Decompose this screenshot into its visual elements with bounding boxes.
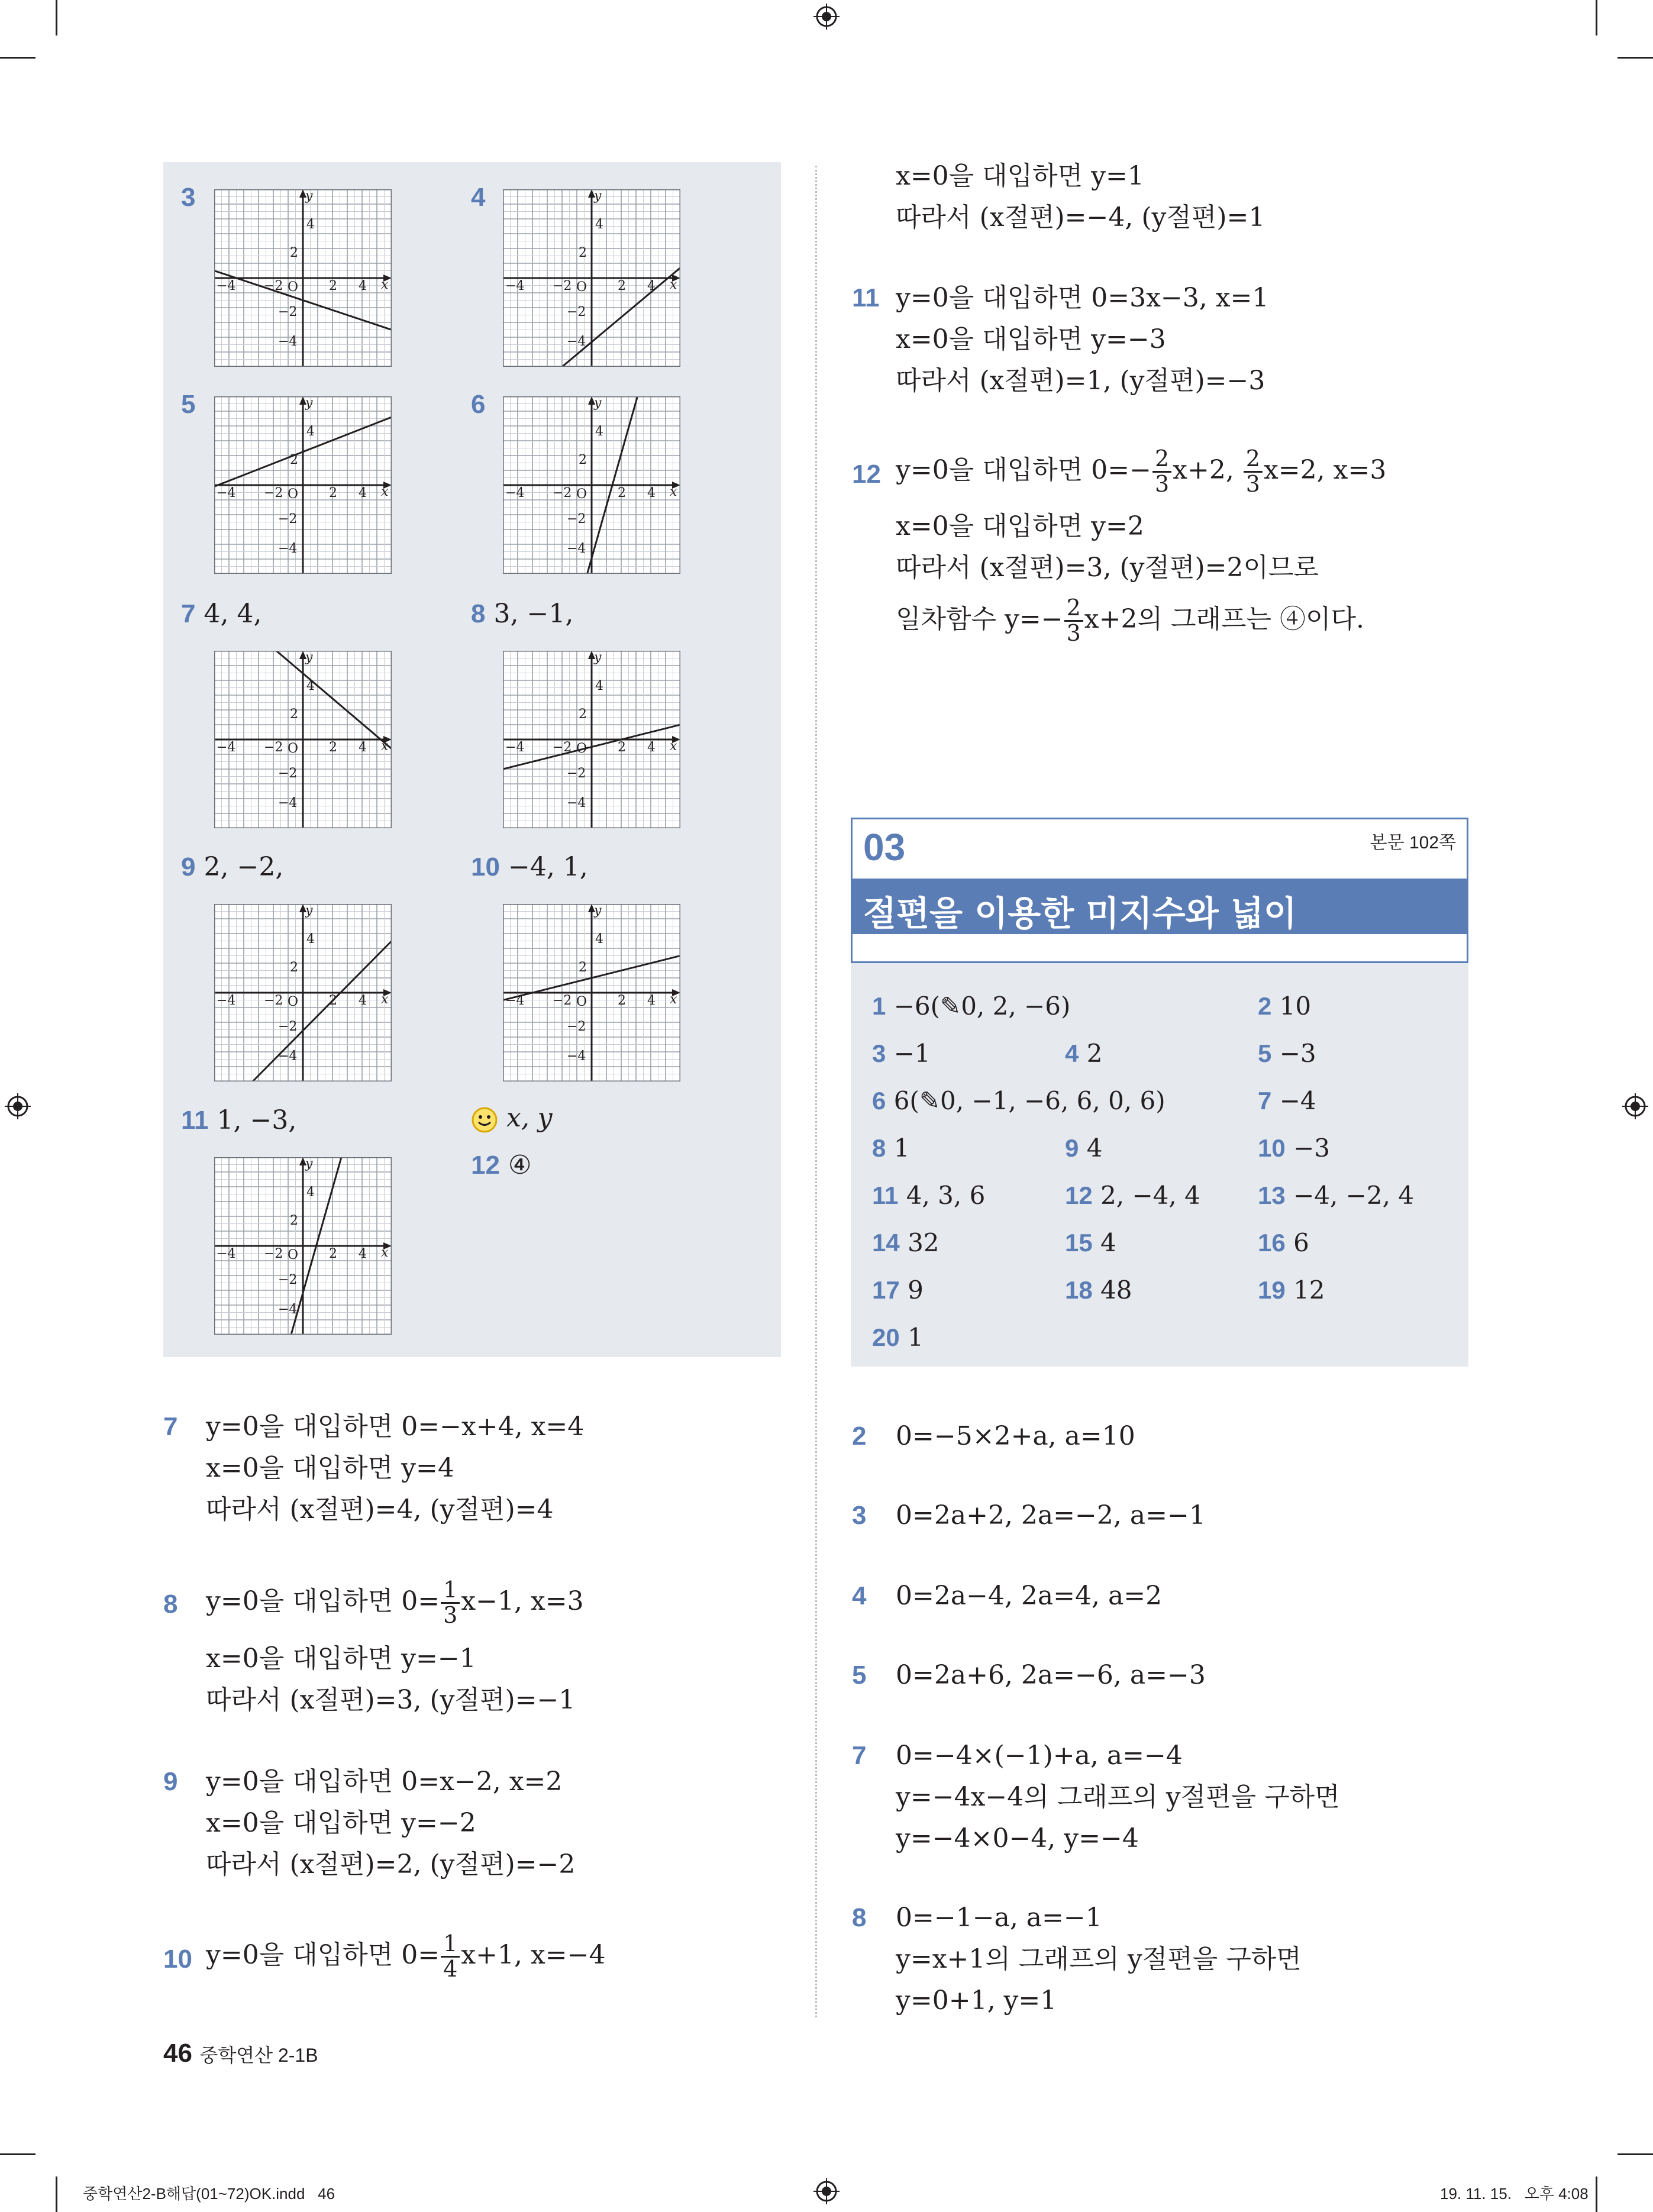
tick-label: 4 — [306, 217, 315, 232]
item-text: 2, −2, — [204, 852, 284, 882]
solution-line: y=0을 대입하면 0=−x+4, x=4 — [206, 1412, 585, 1442]
item-text: 3, −1, — [493, 599, 574, 629]
solution-text: x+1, x=−4 — [461, 1939, 606, 1970]
section-page-ref: 본문 102쪽 — [1370, 833, 1456, 852]
tick-label: 2 — [290, 1213, 298, 1228]
solution-line: 따라서 (x절편)=3, (y절편)=2이므로 — [896, 553, 1319, 583]
fraction — [1064, 596, 1083, 645]
solution-line: 0=2a+2, 2a=−2, a=−1 — [896, 1500, 1206, 1530]
tick-label: 4 — [306, 679, 315, 693]
answer-item — [1065, 1134, 1102, 1162]
tick-label: 2 — [579, 246, 587, 260]
solution-line: y=x+1의 그래프의 y절편을 구하면 — [896, 1944, 1302, 1974]
solution-number: 2 — [852, 1422, 867, 1451]
tick-label: y — [594, 904, 602, 918]
solution-line: 따라서 (x절편)=4, (y절편)=4 — [206, 1494, 554, 1525]
answer-item — [1258, 1228, 1309, 1257]
answer-number: 15 — [1065, 1229, 1093, 1257]
answer-item — [872, 1086, 1166, 1115]
tick-label: −2 — [264, 486, 283, 500]
tick-label: 2 — [290, 246, 298, 260]
solution-line: 따라서 (x절편)=2, (y절편)=−2 — [206, 1849, 576, 1880]
tick-label: 2 — [329, 740, 337, 755]
answer-value: −3 — [1285, 1134, 1330, 1162]
item-number: 12 — [471, 1151, 500, 1180]
tick-label: O — [576, 280, 587, 295]
answer-number: 11 — [872, 1181, 899, 1209]
numerator: 2 — [1152, 447, 1171, 473]
tick-label: −2 — [278, 766, 298, 781]
solution-line: y=−4×0−4, y=−4 — [896, 1823, 1139, 1853]
answer-number: 9 — [1065, 1134, 1079, 1162]
denominator: 3 — [443, 1601, 458, 1628]
tick-label: −4 — [217, 993, 236, 1008]
solution-line: x=0을 대입하면 y=2 — [896, 511, 1144, 541]
graph-item-9 — [181, 854, 283, 880]
tick-label: −4 — [567, 334, 586, 349]
tick-label: O — [288, 741, 299, 756]
tick-label: 2 — [579, 960, 587, 975]
answer-item — [1258, 1086, 1316, 1115]
tick-label: y — [305, 396, 313, 411]
tick-label: −2 — [567, 1019, 586, 1034]
tick-label: 4 — [306, 424, 315, 439]
solution-number: 10 — [163, 1945, 192, 1974]
solution-line: 0=−5×2+a, a=10 — [896, 1421, 1135, 1451]
item-text: ④ — [508, 1150, 532, 1180]
graph-item-10 — [471, 854, 588, 880]
tick-label: 4 — [595, 217, 603, 232]
tick-label: 4 — [595, 679, 603, 693]
tick-label: −4 — [567, 796, 586, 810]
answer-box — [851, 963, 1468, 1367]
answer-number: 3 — [872, 1039, 886, 1067]
answer-item — [1258, 1039, 1316, 1068]
solution-text: y=0을 대입하면 0=− — [896, 454, 1151, 485]
answer-number: 4 — [1065, 1039, 1079, 1067]
solution-11 — [852, 285, 880, 311]
answer-value: 1 — [886, 1134, 910, 1162]
solution-number: 5 — [852, 1661, 867, 1690]
tick-label: y — [305, 651, 313, 665]
solution-number: 7 — [163, 1412, 178, 1441]
tick-label: O — [288, 1248, 299, 1262]
coordinate-graph — [214, 904, 392, 1081]
tick-label: y — [594, 189, 602, 204]
numerator: 2 — [1244, 447, 1263, 473]
answer-number: 8 — [872, 1134, 886, 1162]
tick-label: 2 — [579, 453, 587, 467]
solution-line — [206, 1932, 605, 1981]
tick-label: −2 — [553, 279, 572, 293]
graph-label: 3 — [181, 183, 196, 212]
tick-label: −2 — [278, 512, 298, 527]
fraction — [1152, 447, 1171, 496]
solution-line: y=0을 대입하면 0=3x−3, x=1 — [896, 283, 1269, 313]
numerator: 1 — [441, 1932, 460, 1958]
tick-label: −4 — [217, 740, 236, 755]
solution-line: 0=2a−4, 2a=4, a=2 — [896, 1581, 1163, 1611]
tick-label: 4 — [595, 932, 603, 947]
tick-label: −4 — [278, 334, 298, 349]
smiley-icon — [471, 1106, 498, 1134]
tick-label: −4 — [505, 740, 525, 755]
answer-number: 12 — [1065, 1181, 1093, 1209]
tick-label: −4 — [278, 1302, 298, 1317]
page-footer — [163, 2039, 318, 2068]
registration-mark-icon — [1622, 1093, 1648, 1119]
solution-number: 3 — [852, 1501, 867, 1530]
tick-label: O — [288, 280, 299, 295]
solution-line: 따라서 (x절편)=3, (y절편)=−1 — [206, 1685, 576, 1715]
tick-label: −4 — [567, 541, 586, 556]
denominator: 3 — [1154, 470, 1170, 497]
item-number: 11 — [181, 1106, 209, 1135]
answer-value: −1 — [886, 1039, 931, 1068]
answer-item — [1258, 1134, 1330, 1162]
answer-value: 32 — [899, 1228, 940, 1257]
tick-label: 4 — [359, 1247, 367, 1261]
answer-item — [1065, 1228, 1116, 1257]
solution-line: y=0+1, y=1 — [896, 1985, 1057, 2016]
answer-value: 2 — [1079, 1039, 1103, 1068]
tick-label: x — [381, 1245, 389, 1260]
section-header — [851, 818, 1468, 963]
solution-number: 4 — [852, 1581, 867, 1610]
solution-line — [896, 447, 1386, 496]
tick-label: −2 — [264, 993, 283, 1008]
coordinate-graph — [214, 189, 392, 367]
tick-label: y — [305, 1157, 313, 1171]
tick-label: x — [670, 992, 677, 1007]
tick-label: 4 — [359, 279, 367, 293]
tick-label: −2 — [567, 305, 586, 319]
graph-item-8 — [471, 601, 573, 627]
answer-value: 48 — [1092, 1275, 1132, 1304]
tick-label: 2 — [579, 707, 587, 722]
denominator: 3 — [1245, 470, 1260, 497]
coordinate-graph — [503, 189, 680, 367]
answer-value: 4, 3, 6 — [898, 1181, 986, 1210]
tick-label: −4 — [278, 1049, 298, 1064]
section-number: 03 — [863, 826, 906, 868]
tick-label: x — [381, 277, 389, 292]
tick-label: x — [670, 485, 677, 499]
tick-label: −4 — [217, 1247, 236, 1261]
coordinate-graph — [214, 651, 392, 828]
crop-mark — [1618, 57, 1653, 59]
registration-mark-icon — [5, 1093, 31, 1119]
answer-value: 4 — [1079, 1134, 1103, 1162]
answer-item — [1065, 1181, 1200, 1210]
answer-value: 10 — [1271, 992, 1312, 1021]
tick-label: 4 — [359, 486, 367, 500]
file-info: 중학연산2-B해답(01~72)OK.indd 46 — [83, 2185, 335, 2203]
fraction — [441, 1932, 460, 1981]
graph-item-11 — [181, 1107, 296, 1134]
answer-number: 13 — [1258, 1181, 1286, 1209]
answer-value: 1 — [899, 1323, 924, 1352]
tick-label: −2 — [264, 279, 283, 293]
solution-text: x+2의 그래프는 ④이다. — [1084, 603, 1364, 634]
tick-label: −2 — [278, 1019, 298, 1034]
smiley-text: x, y — [506, 1103, 553, 1133]
answer-number: 5 — [1258, 1039, 1272, 1067]
tick-label: y — [305, 189, 313, 204]
tick-label: O — [576, 487, 587, 502]
tick-label: −4 — [505, 279, 525, 293]
answer-number: 17 — [872, 1276, 900, 1304]
solution-text: x+2, — [1173, 454, 1242, 485]
tick-label: −2 — [264, 1247, 283, 1261]
coordinate-graph — [214, 396, 392, 574]
answer-item — [1258, 1275, 1325, 1304]
registration-mark-icon — [813, 4, 840, 30]
tick-label: 4 — [647, 993, 656, 1008]
tick-label: −4 — [217, 486, 236, 500]
graph-label: 4 — [471, 183, 486, 212]
answer-number: 18 — [1065, 1276, 1093, 1304]
solution-8 — [163, 1591, 177, 1617]
solution-line: 0=−1−a, a=−1 — [896, 1903, 1102, 1933]
item-number: 7 — [181, 599, 196, 628]
solution-line: 따라서 (x절편)=1, (y절편)=−3 — [896, 366, 1265, 396]
solution-line: 0=2a+6, 2a=−6, a=−3 — [896, 1660, 1206, 1690]
tick-label: 2 — [329, 279, 337, 293]
numerator: 2 — [1064, 596, 1083, 622]
answer-item — [1065, 1275, 1132, 1304]
tick-label: 4 — [647, 740, 656, 755]
tick-label: O — [288, 487, 299, 502]
crop-mark — [1596, 2177, 1597, 2212]
answer-item — [872, 1228, 940, 1257]
graph-label: 5 — [181, 390, 196, 419]
solution-number: 9 — [163, 1767, 178, 1796]
crop-mark — [0, 57, 35, 59]
tick-label: 4 — [359, 740, 367, 755]
answer-number: 2 — [1258, 992, 1272, 1020]
tick-label: −2 — [264, 740, 283, 755]
answer-number: 6 — [872, 1087, 886, 1115]
crop-mark — [1618, 2153, 1653, 2155]
tick-label: −2 — [553, 486, 572, 500]
answer-value: 6(✎0, −1, −6, 6, 0, 6) — [886, 1086, 1166, 1115]
solution-10 — [163, 1946, 192, 1972]
item-text: 1, −3, — [217, 1105, 297, 1135]
denominator: 4 — [443, 1955, 458, 1982]
tick-label: O — [576, 994, 587, 1009]
tick-label: 2 — [329, 993, 337, 1008]
solution-line: x=0을 대입하면 y=−2 — [206, 1808, 476, 1838]
answer-value: −4 — [1271, 1086, 1316, 1115]
tick-label: −2 — [553, 993, 572, 1008]
answer-number: 19 — [1258, 1276, 1286, 1304]
answer-item — [872, 992, 1070, 1021]
denominator: 3 — [1066, 619, 1081, 646]
crop-mark — [0, 2153, 35, 2155]
tick-label: y — [594, 651, 602, 665]
answer-item — [1258, 992, 1311, 1021]
solution-number: 7 — [852, 1741, 867, 1770]
answer-value: 9 — [899, 1275, 924, 1304]
answer-item — [872, 1181, 985, 1210]
tick-label: 2 — [290, 453, 298, 467]
tick-label: −4 — [567, 1049, 586, 1064]
solution-text: x=2, x=3 — [1263, 454, 1387, 485]
answer-item — [1065, 1039, 1102, 1068]
answer-number: 10 — [1258, 1134, 1286, 1162]
section-title: 절편을 이용한 미지수와 넓이 — [863, 893, 1297, 934]
tick-label: O — [288, 994, 299, 1009]
tick-label: −2 — [567, 512, 586, 527]
answer-value: −3 — [1271, 1039, 1316, 1068]
tick-label: 4 — [647, 486, 656, 500]
graph-label: 6 — [471, 390, 486, 419]
tick-label: −4 — [505, 993, 525, 1008]
solution-line: x=0을 대입하면 y=−1 — [206, 1643, 476, 1674]
tick-label: 2 — [618, 279, 626, 293]
tick-label: 2 — [329, 1247, 337, 1261]
answer-item — [872, 1134, 909, 1162]
answer-item — [872, 1323, 924, 1352]
coordinate-graph — [503, 396, 680, 574]
answer-number: 7 — [1258, 1087, 1272, 1115]
tick-label: x — [381, 739, 389, 754]
coordinate-graph — [214, 1157, 392, 1335]
solution-line: 0=−4×(−1)+a, a=−4 — [896, 1740, 1183, 1771]
tick-label: x — [670, 739, 677, 754]
item-number: 8 — [471, 599, 486, 628]
section-title-bar — [853, 879, 1467, 934]
column-divider — [815, 166, 817, 2017]
tick-label: −2 — [567, 766, 586, 781]
answer-value: 4 — [1092, 1228, 1116, 1257]
tick-label: 2 — [618, 740, 626, 755]
solution-text: 일차함수 y=− — [896, 603, 1063, 634]
answer-number: 14 — [872, 1229, 900, 1257]
tick-label: 4 — [647, 279, 656, 293]
fraction — [1244, 447, 1263, 496]
solution-text: y=0을 대입하면 0= — [206, 1939, 440, 1970]
page-number: 46 — [163, 2039, 192, 2068]
graph-item-7 — [181, 601, 261, 627]
tick-label: 4 — [359, 993, 367, 1008]
answer-number: 1 — [872, 992, 886, 1020]
solution-number: 12 — [852, 460, 881, 489]
tick-label: −4 — [278, 541, 298, 556]
answer-number: 20 — [872, 1323, 900, 1351]
tick-label: x — [381, 485, 389, 499]
tick-label: x — [381, 992, 389, 1007]
registration-mark-icon — [813, 2178, 840, 2204]
solution-number: 11 — [852, 283, 880, 312]
tick-label: y — [305, 904, 313, 918]
solution-line — [206, 1578, 584, 1627]
smiley-note — [471, 1105, 553, 1134]
solution-number: 8 — [163, 1590, 178, 1619]
solution-line: y=−4x−4의 그래프의 y절편을 구하면 — [896, 1782, 1340, 1812]
solution-12 — [852, 461, 881, 487]
answer-value: 12 — [1285, 1275, 1325, 1304]
tick-label: −2 — [278, 305, 298, 319]
crop-mark — [1596, 0, 1597, 35]
tick-label: 2 — [290, 707, 298, 722]
crop-mark — [56, 0, 57, 35]
tick-label: 2 — [290, 960, 298, 975]
tick-label: −4 — [505, 486, 525, 500]
answer-value: −6(✎0, 2, −6) — [886, 992, 1071, 1021]
answer-number: 16 — [1258, 1229, 1286, 1257]
numerator: 1 — [441, 1578, 460, 1604]
answer-value: 6 — [1285, 1228, 1309, 1257]
tick-label: x — [670, 277, 677, 292]
tick-label: 2 — [618, 486, 626, 500]
item-number: 9 — [181, 852, 196, 881]
solution-text: x−1, x=3 — [461, 1585, 584, 1616]
solution-line: x=0을 대입하면 y=−3 — [896, 324, 1166, 354]
item-text: 4, 4, — [204, 599, 262, 629]
tick-label: 2 — [618, 993, 626, 1008]
graph-item-12 — [471, 1152, 531, 1178]
solution-line: y=0을 대입하면 0=x−2, x=2 — [206, 1767, 563, 1797]
solution-line: x=0을 대입하면 y=1 — [896, 161, 1144, 191]
tick-label: −2 — [278, 1273, 298, 1287]
answer-value: −4, −2, 4 — [1285, 1181, 1415, 1210]
print-date: 19. 11. 15. 오후 4:08 — [1440, 2185, 1589, 2203]
solution-line: 따라서 (x절편)=−4, (y절편)=1 — [896, 202, 1265, 232]
answer-value: 2, −4, 4 — [1092, 1181, 1200, 1210]
answer-item — [872, 1039, 931, 1068]
tick-label: 4 — [306, 1185, 315, 1200]
tick-label: −4 — [217, 279, 236, 293]
item-text: −4, 1, — [508, 852, 588, 882]
answer-item — [1258, 1181, 1414, 1210]
tick-label: −2 — [553, 740, 572, 755]
book-title: 중학연산 2-1B — [199, 2045, 318, 2066]
tick-label: 2 — [329, 486, 337, 500]
solution-text: y=0을 대입하면 0= — [206, 1585, 440, 1616]
solution-line: x=0을 대입하면 y=4 — [206, 1453, 454, 1483]
answer-item — [872, 1275, 924, 1304]
item-number: 10 — [471, 852, 500, 881]
crop-mark — [56, 2177, 57, 2212]
tick-label: O — [576, 741, 587, 756]
coordinate-graph — [503, 904, 680, 1081]
tick-label: y — [594, 396, 602, 411]
solution-9 — [163, 1769, 177, 1795]
tick-label: 4 — [595, 424, 603, 439]
tick-label: 4 — [306, 932, 315, 947]
solution-line — [896, 596, 1364, 645]
solution-7 — [163, 1414, 177, 1440]
coordinate-graph — [503, 651, 680, 828]
tick-label: −4 — [278, 796, 298, 810]
fraction — [441, 1578, 460, 1627]
solution-number: 8 — [852, 1903, 867, 1932]
